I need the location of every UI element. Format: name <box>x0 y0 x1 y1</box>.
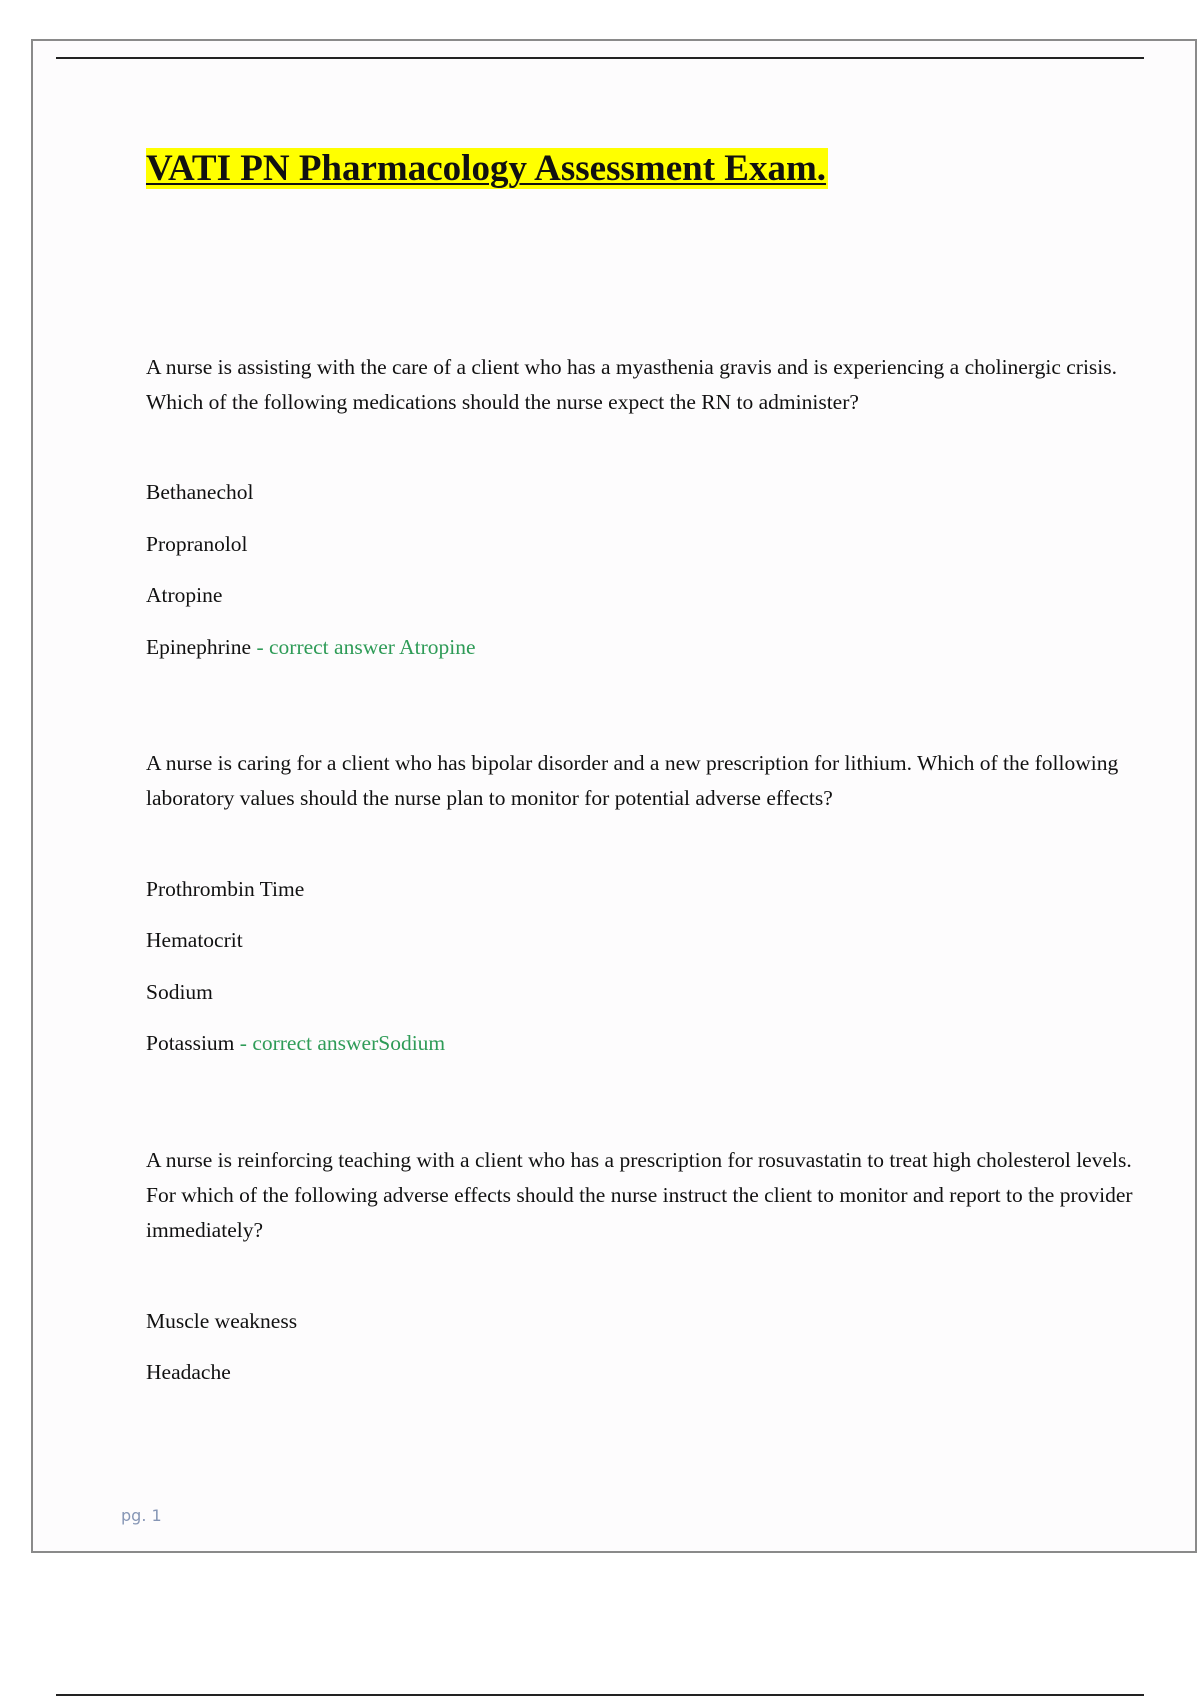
question-2-option-3: Sodium <box>146 980 213 1004</box>
question-1-option-1: Bethanechol <box>146 480 254 504</box>
question-3-option-2: Headache <box>146 1360 231 1384</box>
page-number: pg. 1 <box>121 1506 162 1525</box>
question-3-text: A nurse is reinforcing teaching with a client who has a prescription for rosuvastatin to treat high cholesterol levels. For which of the following adverse effects should the nurse instruct the client to monitor and report to the provider immediately? <box>146 1148 1133 1242</box>
question-2-correct-answer: - correct answerSodium <box>234 1031 446 1055</box>
question-2-option-2: Hematocrit <box>146 928 243 952</box>
next-page-rule <box>56 1694 1144 1696</box>
question-1-option-3: Atropine <box>146 583 223 607</box>
title-text: VATI PN Pharmacology Assessment Exam. <box>146 148 827 189</box>
question-1-option-2: Propranolol <box>146 532 248 556</box>
question-2-option-4: Potassium <box>146 1031 235 1055</box>
question-3-option-1: Muscle weakness <box>146 1309 298 1333</box>
question-1-text: A nurse is assisting with the care of a client who has a myasthenia gravis and is experiencing a cholinergic crisis. Which of the following medications should the nurse expect the RN to administer? <box>146 355 1118 414</box>
header-rule <box>56 57 1144 59</box>
question-1-option-4-row <box>146 633 476 661</box>
document-page <box>31 39 1197 1553</box>
question-1-correct-answer: - correct answer Atropine <box>251 635 476 659</box>
question-2-text: A nurse is caring for a client who has bipolar disorder and a new prescription for lithium. Which of the following laboratory values should the nurse plan to monitor for potential adverse effects? <box>146 751 1119 810</box>
page-title <box>146 147 828 191</box>
question-1-option-4: Epinephrine <box>146 635 252 659</box>
question-2-option-4-row <box>146 1029 445 1057</box>
question-2-option-1: Prothrombin Time <box>146 877 305 901</box>
